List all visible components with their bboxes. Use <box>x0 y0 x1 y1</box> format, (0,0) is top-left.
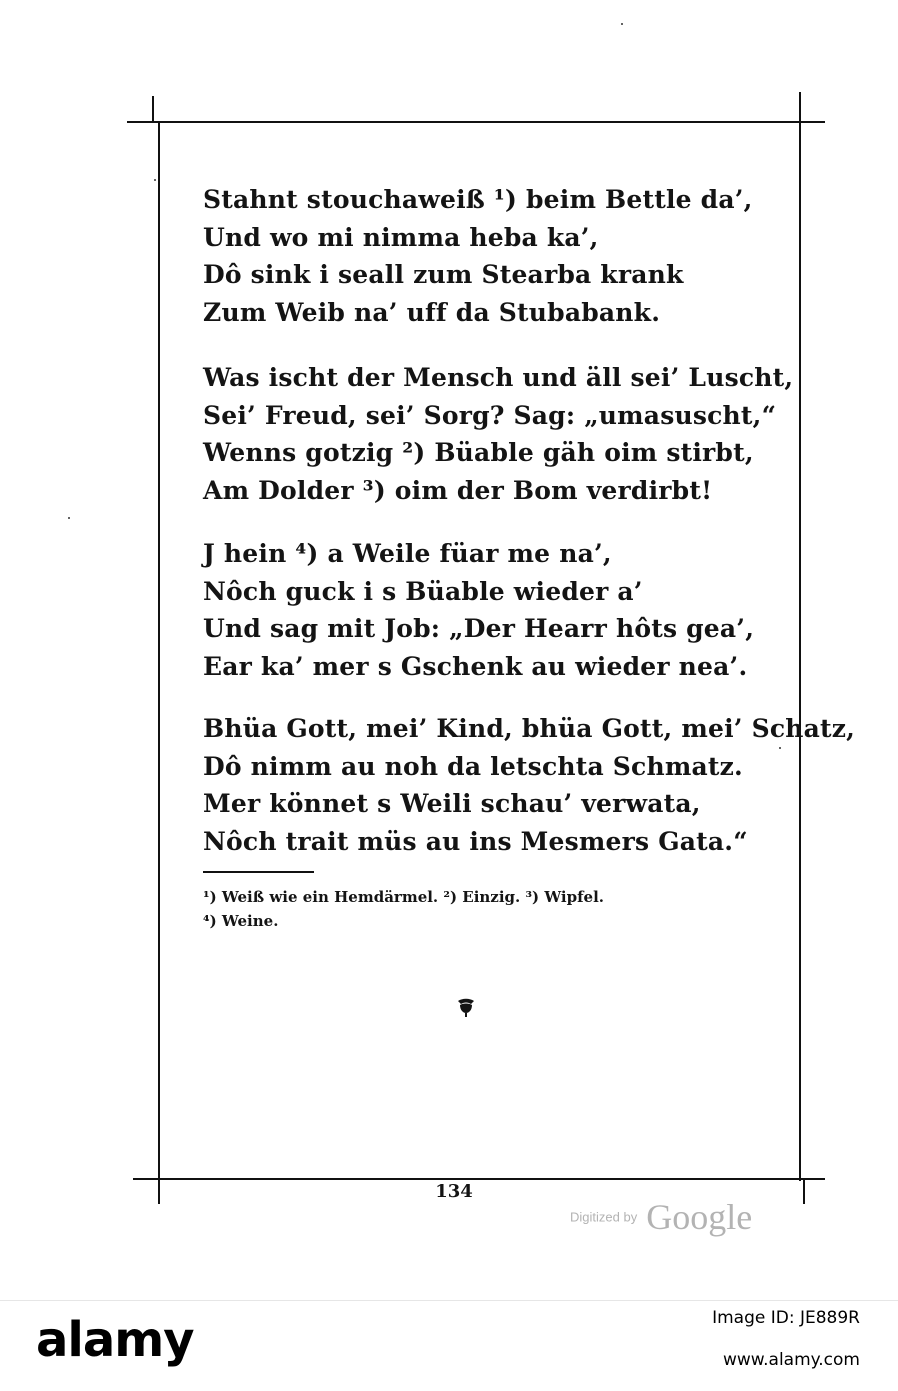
footnotes <box>203 885 763 933</box>
verse-line: Sei’ Freud, sei’ Sorg? Sag: „umasuscht,“ <box>203 400 777 430</box>
stanza-3 <box>203 535 754 685</box>
footnote-rule <box>203 871 314 873</box>
site-url: www.alamy.com <box>722 1350 860 1370</box>
digitized-by-watermark <box>570 1196 752 1238</box>
bottom-left-tick <box>158 1178 160 1204</box>
watermark-prefix: Digitized by <box>570 1209 638 1225</box>
page-number: 134 <box>435 1181 473 1202</box>
verse-line: J hein ⁴) a Weile füar me na’, <box>203 539 612 568</box>
verse-line: Dô nimm au noh da letschta Schmatz. <box>203 751 743 781</box>
footnote-line: ¹) Weiß wie ein Hemdärmel. ²) Einzig. ³) Wipfel. <box>203 888 605 906</box>
right-border-line <box>799 121 801 1181</box>
verse-line: Dô sink i seall zum Stearba krank <box>203 260 684 289</box>
verse-line: Mer könnet s Weili schau’ verwata, <box>203 789 701 818</box>
stanza-4 <box>203 710 855 860</box>
verse-line: Zum Weib na’ uff da Stubabank. <box>203 297 661 327</box>
dust-speck <box>154 179 156 181</box>
google-wordmark: Google <box>646 1197 753 1237</box>
stanza-2 <box>203 359 793 509</box>
verse-line: Nôch trait müs au ins Mesmers Gata.“ <box>203 826 748 856</box>
dust-speck <box>621 23 623 25</box>
verse-line: Am Dolder ³) oim der Bom verdirbt! <box>203 475 713 505</box>
verse-line: Was ischt der Mensch und äll sei’ Luscht, <box>203 363 794 392</box>
image-id-label: Image ID: JE889R <box>712 1308 860 1328</box>
verse-line: Nôch guck i s Büable wieder a’ <box>203 576 643 606</box>
fleuron-ornament-icon <box>455 996 477 1018</box>
verse-line: Und wo mi nimma heba ka’, <box>203 222 599 252</box>
top-right-tick <box>799 92 801 122</box>
alamy-logo: alamy <box>36 1312 194 1368</box>
verse-line: Bhüa Gott, mei’ Kind, bhüa Gott, mei’ Schatz, <box>203 714 856 743</box>
left-border-line <box>158 121 160 1181</box>
verse-line: Wenns gotzig ²) Büable gäh oim stirbt, <box>203 438 754 467</box>
top-border-line <box>127 121 825 123</box>
verse-line: Ear ka’ mer s Gschenk au wieder nea’. <box>203 651 748 681</box>
dust-speck <box>68 517 70 519</box>
verse-line: Stahnt stouchaweiß ¹) beim Bettle da’, <box>203 185 753 214</box>
bottom-right-tick <box>803 1178 805 1204</box>
top-left-tick <box>152 96 154 122</box>
verse-line: Und sag mit Job: „Der Hearr hôts gea’, <box>203 614 755 643</box>
stanza-1 <box>203 181 753 331</box>
footnote-line: ⁴) Weine. <box>203 912 279 930</box>
bottom-border-line <box>133 1178 825 1180</box>
